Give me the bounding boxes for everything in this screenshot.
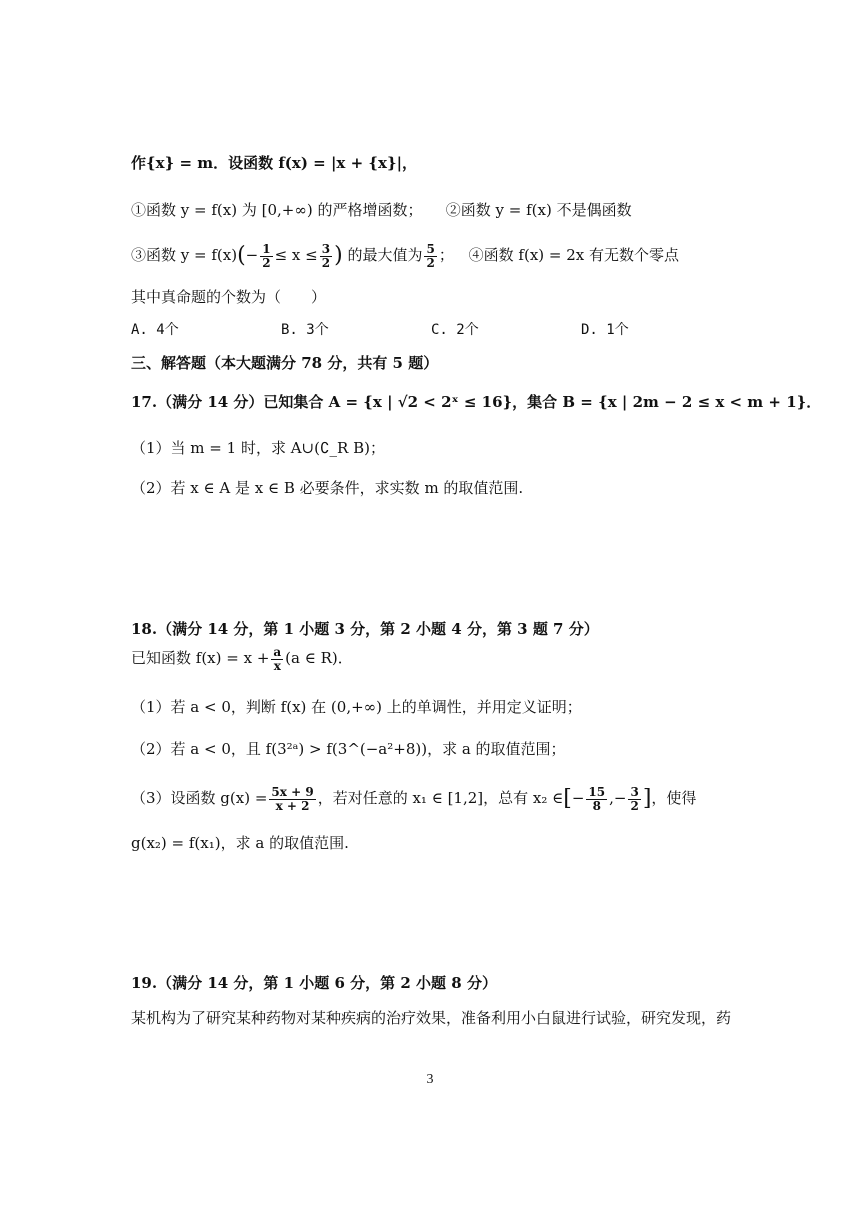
q17-part1: （1）当 m = 1 时，求 A∪(∁_R B)； [131, 439, 385, 457]
definition-line: 作{x} = m．设函数 f(x) = |x + {x}|， [131, 154, 418, 172]
fraction-a-over-x: $\frac{a}{x}$ [273, 644, 282, 673]
section-heading: 三、解答题（本大题满分 78 分，共有 5 题） [131, 354, 439, 372]
q18-part2: （2）若 a < 0，且 f(3²ᵃ) > f(3^(−a²+8))，求 a 的取值范围； [131, 740, 566, 758]
option-c[interactable]: C. 2个 [431, 322, 479, 338]
fraction-three-half: $\frac{3}{2}$ [321, 241, 331, 270]
proposition-2: ②函数 y = f(x) 不是偶函数 [445, 201, 632, 219]
fraction-three-half-2: $\frac{3}{2}$ [630, 784, 639, 813]
fraction-one-half: $\frac{1}{2}$ [262, 241, 271, 270]
question-line: 其中真命题的个数为（ ） [131, 288, 327, 306]
q19-body: 某机构为了研究某种药物对某种疾病的治疗效果，准备利用小白鼠进行试验，研究发现，药 [131, 1009, 732, 1027]
proposition-4: ④函数 f(x) = 2x 有无数个零点 [468, 246, 680, 264]
option-b[interactable]: B. 3个 [281, 322, 329, 338]
proposition-1: ①函数 y = f(x) 为 [0,+∞) 的严格增函数； [131, 201, 423, 219]
proposition-row-2 [131, 238, 750, 272]
proposition-row-1 [131, 199, 750, 221]
option-d[interactable]: D. 1个 [581, 322, 629, 338]
options-row [131, 318, 750, 341]
q18-part3-line1: （3）设函数 g(x) = $\frac{5x + 9}{x + 2}$ ，若对任意的 x₁ ∈ [1,2]，总有 x₂ ∈[− $\frac{15}{8}$ ,− $\frac{3}{2}$ ]，使得 [131, 784, 697, 813]
fraction-g: $\frac{5x + 9}{x + 2}$ [271, 784, 314, 813]
q18-heading: 18.（满分 14 分，第 1 小题 3 分，第 2 小题 4 分，第 3 题 7 分） [131, 620, 599, 638]
option-a[interactable]: A. 4个 [131, 322, 179, 338]
q18-given: 已知函数 f(x) = x + $\frac{a}{x}$ (a ∈ R)． [131, 644, 353, 673]
proposition-3: ③函数 y = f(x)(− $\frac{1}{2}$ ≤ x ≤ $\frac{3}{2}$ ) 的最大值为 $\frac{5}{2}$ ； [131, 241, 454, 270]
q17-part2: （2）若 x ∈ A 是 x ∈ B 必要条件，求实数 m 的取值范围. [131, 479, 524, 497]
q19-heading: 19.（满分 14 分，第 1 小题 6 分，第 2 小题 8 分） [131, 974, 497, 992]
page-number: 3 [426, 1072, 434, 1087]
q18-part1: （1）若 a < 0，判断 f(x) 在 (0,+∞) 上的单调性，并用定义证明； [131, 698, 582, 716]
q18-part3-line2: g(x₂) = f(x₁)，求 a 的取值范围. [131, 834, 349, 852]
fraction-fifteen-eighth: $\frac{15}{8}$ [588, 784, 606, 813]
fraction-five-half: $\frac{5}{2}$ [426, 241, 435, 270]
q17-heading: 17.（满分 14 分）已知集合 A = {x | √2 < 2ˣ ≤ 16}，集合 B = {x | 2m − 2 ≤ x < m + 1}． [131, 393, 822, 411]
